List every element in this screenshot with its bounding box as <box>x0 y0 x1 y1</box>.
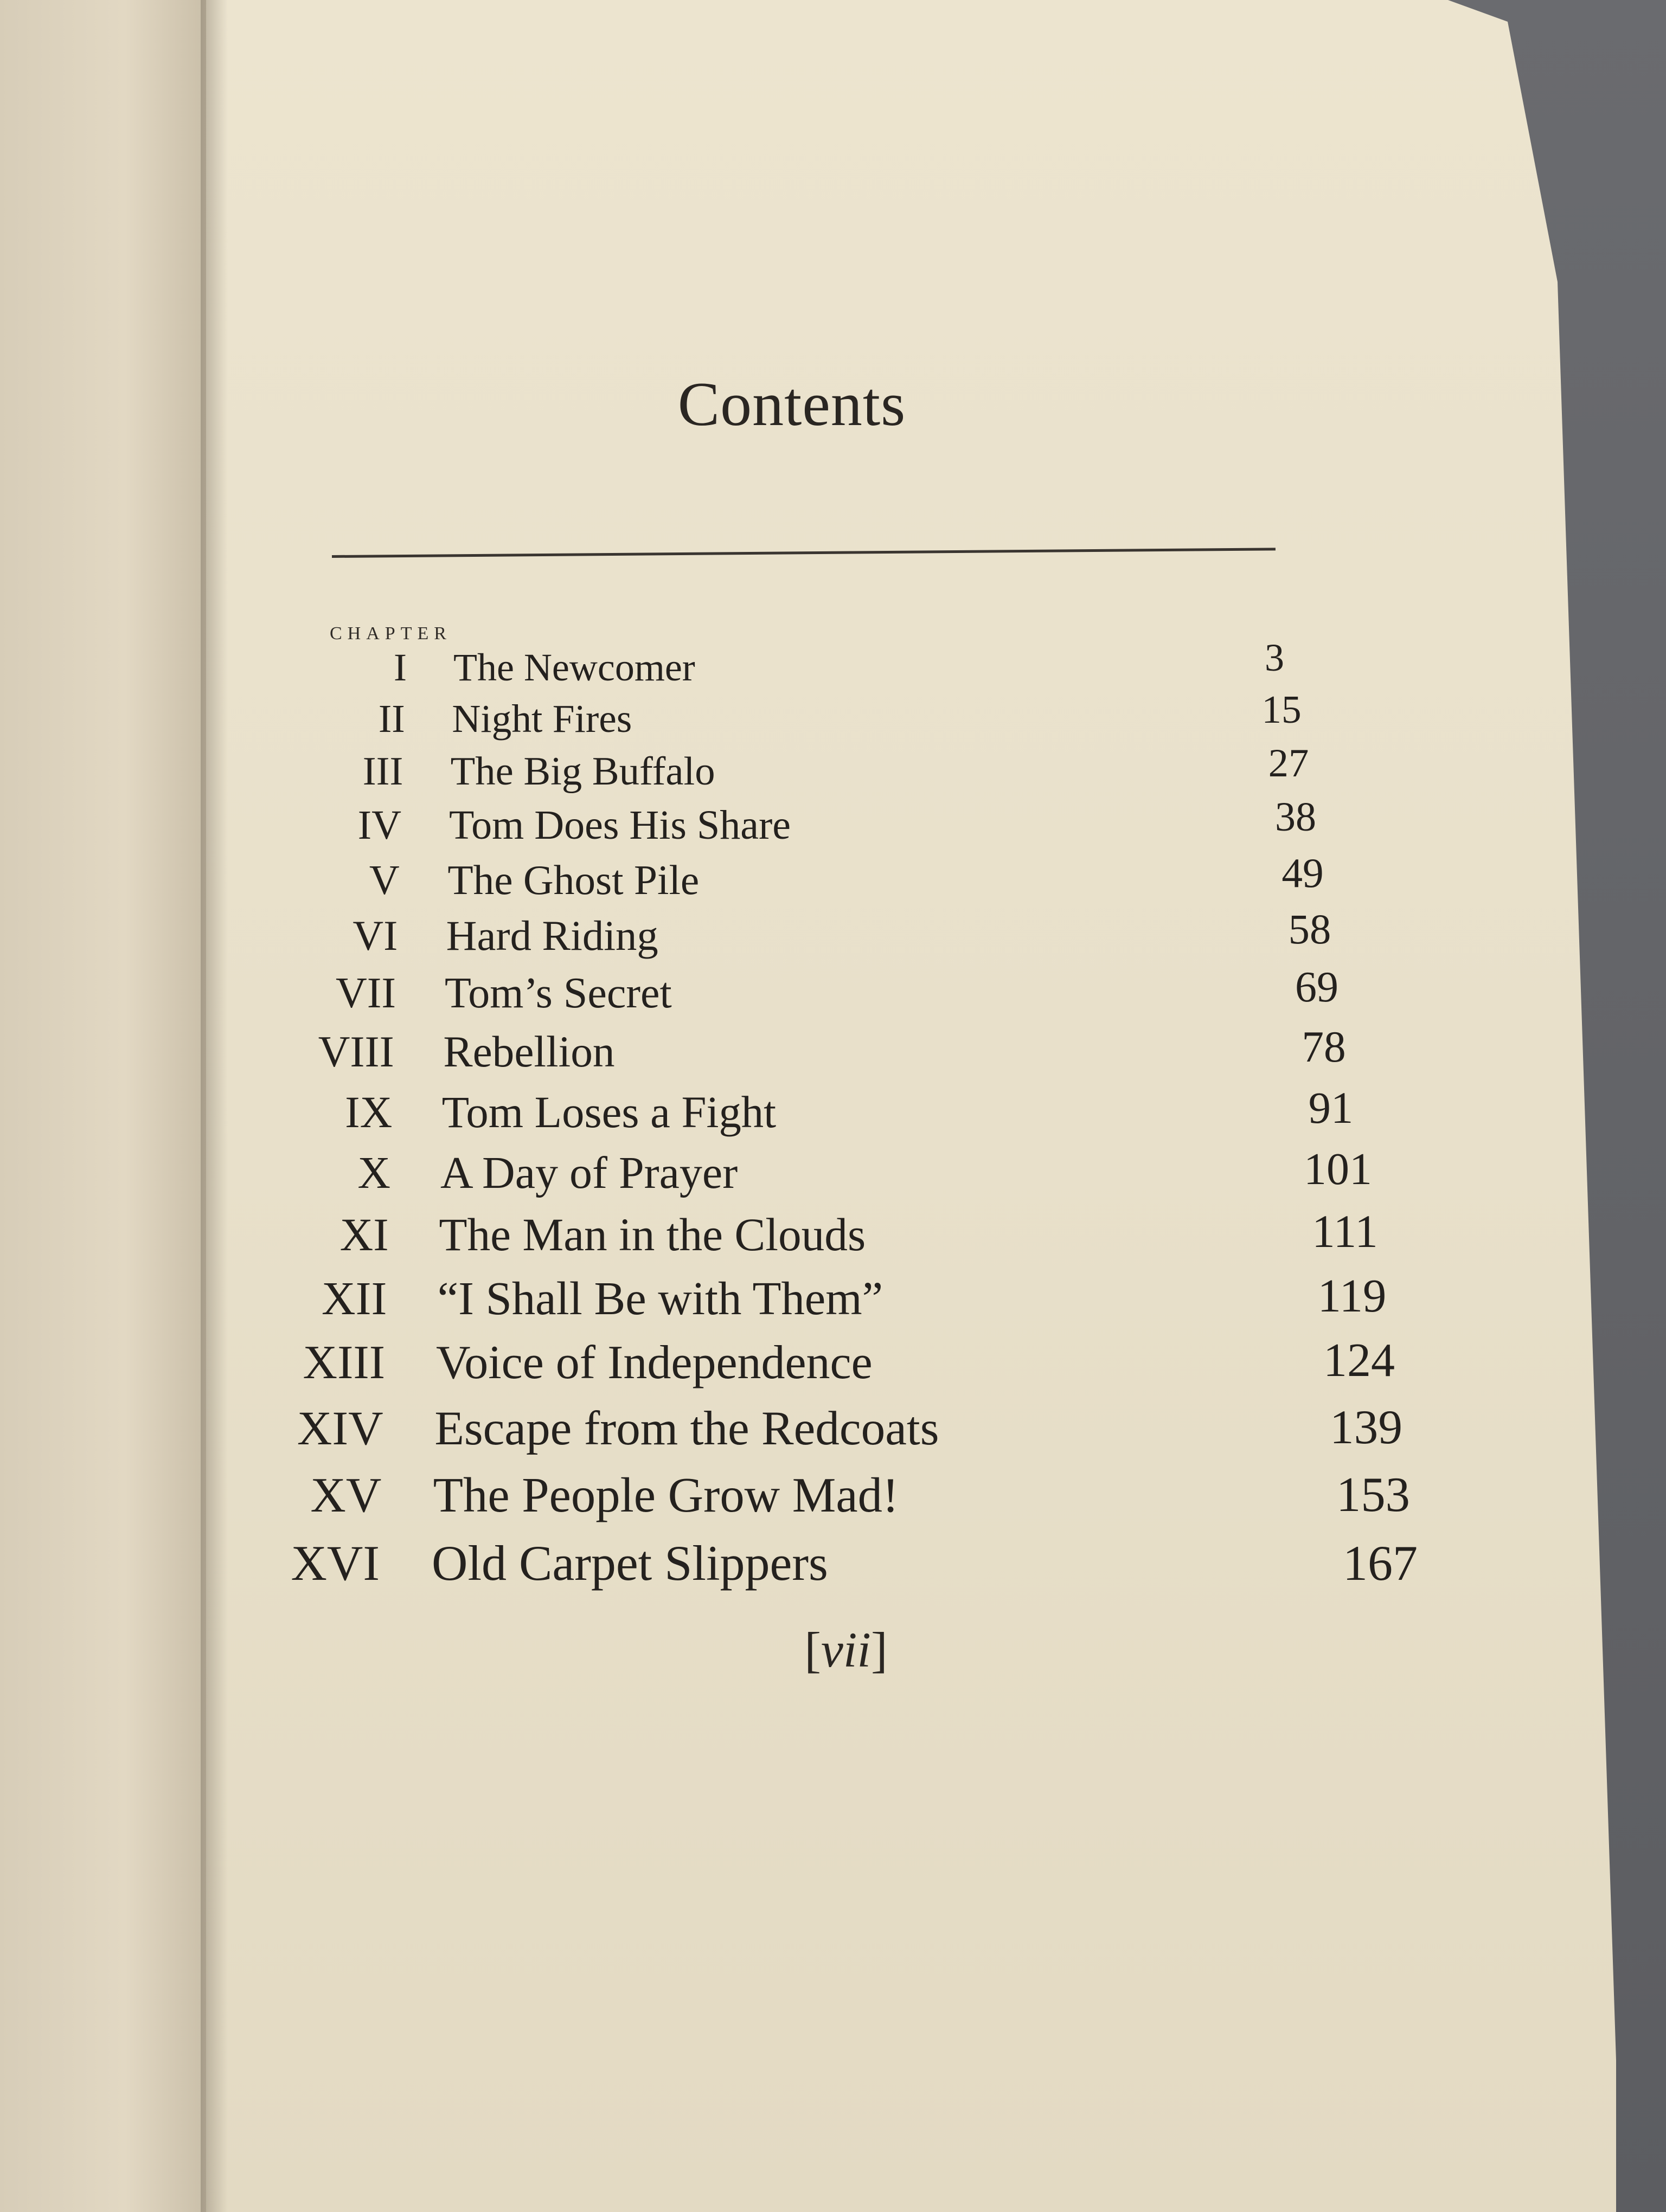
toc-entry <box>0 1335 1666 1393</box>
toc-entry <box>0 1534 1666 1594</box>
chapter-numeral: IV <box>357 802 401 848</box>
page-folio <box>781 1621 911 1679</box>
chapter-page: 15 <box>1261 687 1302 732</box>
chapter-numeral: VIII <box>318 1027 394 1077</box>
chapter-numeral: II <box>378 697 405 741</box>
chapter-page: 153 <box>1336 1467 1410 1522</box>
chapter-title: Old Carpet Slippers <box>432 1535 828 1591</box>
folio-numeral: vii <box>821 1622 871 1677</box>
chapter-numeral: IX <box>345 1087 393 1137</box>
chapter-page: 111 <box>1312 1206 1378 1257</box>
chapter-numeral: XVI <box>291 1535 380 1591</box>
chapter-page: 101 <box>1304 1143 1372 1194</box>
chapter-title: Hard Riding <box>446 912 658 960</box>
toc-entry <box>0 1022 1666 1080</box>
folio-close-bracket: ] <box>870 1622 888 1677</box>
chapter-title: The Ghost Pile <box>447 857 700 904</box>
page-title: Contents <box>677 370 906 439</box>
chapter-numeral: XII <box>322 1272 387 1324</box>
chapter-page: 69 <box>1295 963 1338 1012</box>
toc-entry <box>0 850 1666 906</box>
chapter-numeral: VI <box>353 912 398 960</box>
chapter-title: Voice of Independence <box>436 1336 873 1389</box>
chapter-numeral: V <box>369 857 400 904</box>
toc-entry <box>0 794 1666 851</box>
chapter-numeral: XV <box>310 1468 382 1523</box>
chapter-numeral: XIII <box>303 1336 385 1389</box>
chapter-title: The Man in the Clouds <box>439 1209 866 1261</box>
chapter-page: 58 <box>1288 906 1331 953</box>
chapter-title: Escape from the Redcoats <box>434 1401 939 1455</box>
toc-entry <box>0 1143 1666 1201</box>
chapter-numeral: X <box>357 1147 390 1198</box>
chapter-title: A Day of Prayer <box>440 1147 738 1198</box>
toc-entry <box>0 1400 1666 1458</box>
chapter-title: The People Grow Mad! <box>433 1468 899 1523</box>
toc-entry <box>0 906 1666 963</box>
chapter-numeral: XIV <box>297 1401 383 1455</box>
folio-open-bracket: [ <box>804 1622 822 1677</box>
chapter-numeral: XI <box>339 1209 389 1261</box>
chapter-numeral: III <box>362 749 403 794</box>
toc-entry <box>0 1208 1666 1264</box>
chapter-page: 139 <box>1330 1400 1402 1454</box>
toc-entry <box>0 740 1666 797</box>
toc-entry <box>0 1467 1666 1526</box>
toc-entry <box>0 636 1666 692</box>
chapter-title: The Big Buffalo <box>450 749 715 794</box>
toc-entry <box>0 687 1666 744</box>
chapter-title: “I Shall Be with Them” <box>437 1272 883 1324</box>
chapter-title: Tom Does His Share <box>449 802 791 848</box>
chapter-title: Tom Loses a Fight <box>441 1087 777 1137</box>
chapter-page: 91 <box>1308 1083 1354 1133</box>
chapter-page: 78 <box>1302 1022 1346 1071</box>
toc-entry <box>0 1271 1666 1328</box>
toc-entry <box>0 963 1666 1021</box>
chapter-page: 38 <box>1275 794 1316 840</box>
chapter-page: 3 <box>1265 636 1284 679</box>
chapter-numeral: VII <box>335 969 396 1017</box>
chapter-page: 167 <box>1343 1535 1418 1591</box>
chapter-page: 49 <box>1281 850 1324 897</box>
chapter-title: Night Fires <box>452 697 632 741</box>
chapter-title: Tom’s Secret <box>445 969 672 1017</box>
toc-entry <box>0 1083 1666 1140</box>
chapter-page: 119 <box>1317 1269 1387 1322</box>
chapter-page: 27 <box>1268 740 1309 786</box>
chapter-page: 124 <box>1323 1334 1395 1387</box>
chapter-title: Rebellion <box>443 1027 615 1077</box>
chapter-numeral: I <box>394 646 407 689</box>
chapter-title: The Newcomer <box>453 646 695 689</box>
chapter-column-label: CHAPTER <box>330 623 452 644</box>
